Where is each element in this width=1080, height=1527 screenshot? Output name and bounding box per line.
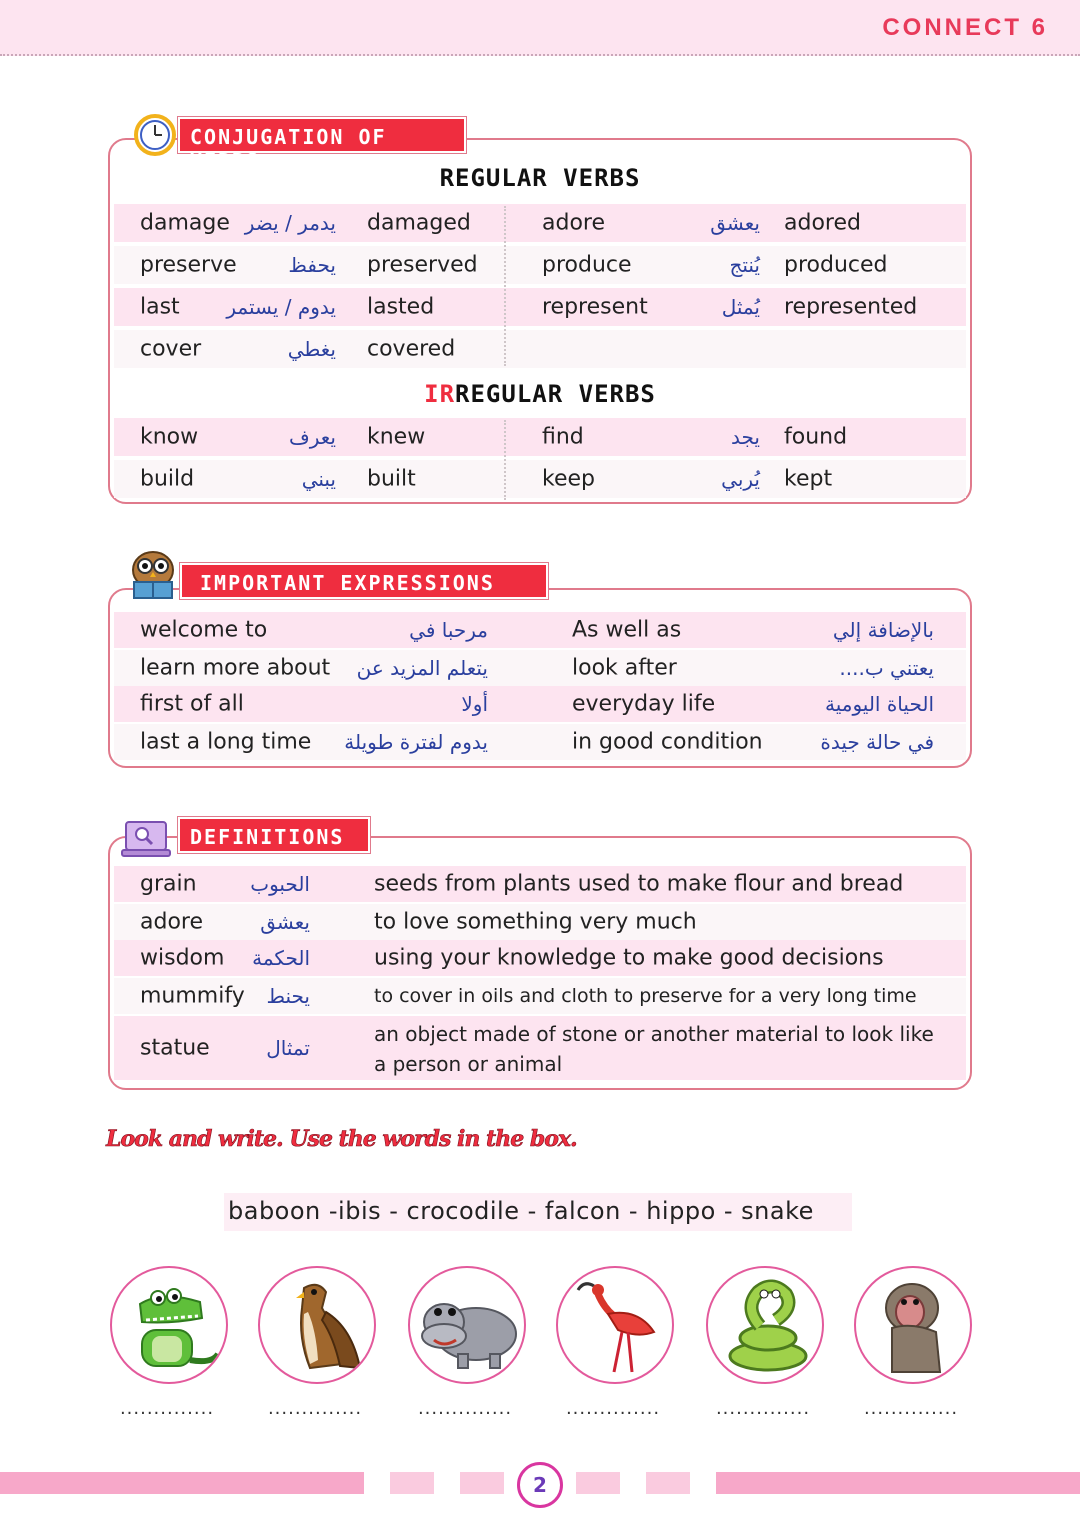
crocodile-picture bbox=[110, 1266, 228, 1384]
verb-arabic: يعرف bbox=[289, 425, 336, 449]
verb-base: represent bbox=[542, 294, 648, 320]
laptop-search-icon bbox=[120, 812, 176, 862]
verb-past: found bbox=[784, 424, 848, 450]
conjugation-title: CONJUGATION OF VERBS bbox=[178, 117, 466, 153]
verb-past: adored bbox=[784, 210, 861, 236]
verb-arabic: يدوم / يستمر bbox=[226, 295, 336, 319]
expression-en: everyday life bbox=[572, 691, 716, 717]
definitions-title: DEFINITIONS bbox=[178, 817, 370, 853]
answer-blank[interactable]: .............. bbox=[267, 1398, 363, 1419]
verb-past: covered bbox=[367, 336, 456, 362]
verb-past: damaged bbox=[367, 210, 471, 236]
owl-icon bbox=[128, 544, 178, 602]
expression-ar: يعتني ب.... bbox=[839, 656, 934, 680]
irregular-verbs-heading bbox=[110, 380, 970, 408]
verb-base: cover bbox=[140, 336, 202, 362]
answer-blank[interactable]: .............. bbox=[417, 1398, 513, 1419]
verb-base: damage bbox=[140, 210, 230, 236]
definition-word: mummify bbox=[140, 983, 245, 1009]
irregular-rest: REGULAR VERBS bbox=[455, 380, 656, 408]
definition-text: to cover in oils and cloth to preserve for a very long time bbox=[374, 985, 917, 1007]
snake-picture bbox=[706, 1266, 824, 1384]
falcon-picture bbox=[258, 1266, 376, 1384]
crocodile-icon bbox=[112, 1268, 228, 1384]
verb-past: represented bbox=[784, 294, 918, 320]
verb-past: knew bbox=[367, 424, 426, 450]
definition-row bbox=[114, 904, 966, 940]
verb-base: produce bbox=[542, 252, 632, 278]
verb-row bbox=[114, 418, 966, 456]
exercise-instruction: Look and write. Use the words in the box. bbox=[106, 1126, 577, 1152]
footer-block bbox=[460, 1472, 504, 1494]
falcon-icon bbox=[260, 1268, 376, 1384]
definition-text: an object made of stone or another material to look like bbox=[374, 1022, 934, 1046]
page-number: 2 bbox=[517, 1462, 563, 1508]
definitions-section bbox=[108, 836, 972, 1090]
definition-word: grain bbox=[140, 871, 197, 897]
answer-blank[interactable]: .............. bbox=[863, 1398, 959, 1419]
footer-block bbox=[576, 1472, 620, 1494]
verb-arabic: يُربي bbox=[721, 467, 760, 491]
expression-ar: أولا bbox=[461, 692, 488, 716]
verb-base: last bbox=[140, 294, 180, 320]
definition-arabic: الحكمة bbox=[252, 946, 310, 970]
definition-row bbox=[114, 978, 966, 1014]
word-box: baboon -ibis - crocodile - falcon - hippo - snake bbox=[224, 1193, 852, 1231]
verb-past: preserved bbox=[367, 252, 478, 278]
expression-ar: بالإضافة إلي bbox=[832, 618, 934, 642]
expression-ar: مرحبا في bbox=[409, 618, 488, 642]
verb-arabic: يغطي bbox=[287, 337, 336, 361]
verb-arabic: يجد bbox=[731, 425, 760, 449]
baboon-picture bbox=[854, 1266, 972, 1384]
expression-en: first of all bbox=[140, 691, 244, 717]
verb-arabic: يُمثل bbox=[721, 295, 760, 319]
answer-blank[interactable]: .............. bbox=[119, 1398, 215, 1419]
definition-arabic: الحبوب bbox=[250, 872, 310, 896]
verb-past: lasted bbox=[367, 294, 435, 320]
baboon-icon bbox=[856, 1268, 972, 1384]
column-divider bbox=[504, 206, 506, 366]
definition-row bbox=[114, 1016, 966, 1080]
definition-arabic: يعشق bbox=[260, 910, 310, 934]
definition-text: using your knowledge to make good decisions bbox=[374, 945, 884, 971]
definition-arabic: تمثال bbox=[266, 1036, 310, 1060]
verb-base: build bbox=[140, 466, 195, 492]
definition-row bbox=[114, 866, 966, 902]
column-divider bbox=[504, 420, 506, 500]
definition-word: statue bbox=[140, 1035, 210, 1061]
verb-row bbox=[114, 246, 966, 284]
expression-row bbox=[114, 686, 966, 722]
hippo-icon bbox=[410, 1268, 526, 1384]
brand-title: CONNECT 6 bbox=[882, 14, 1048, 41]
verb-arabic: يبني bbox=[301, 467, 336, 491]
verb-base: adore bbox=[542, 210, 606, 236]
expression-en: look after bbox=[572, 655, 677, 681]
verb-row bbox=[114, 204, 966, 242]
expression-row bbox=[114, 724, 966, 760]
verb-arabic: يُنتج bbox=[729, 253, 760, 277]
verb-row bbox=[114, 460, 966, 498]
clock-icon bbox=[132, 112, 178, 158]
definition-word: adore bbox=[140, 909, 204, 935]
expression-ar: يدوم لفترة طويلة bbox=[344, 730, 488, 754]
answer-blank[interactable]: .............. bbox=[565, 1398, 661, 1419]
expression-en: in good condition bbox=[572, 729, 763, 755]
verb-past: produced bbox=[784, 252, 888, 278]
footer-bar-right bbox=[716, 1472, 1080, 1494]
verb-base: know bbox=[140, 424, 199, 450]
verb-arabic: يدمر / يضر bbox=[244, 211, 336, 235]
verb-row bbox=[114, 330, 966, 368]
definition-text: to love something very much bbox=[374, 909, 697, 935]
expression-ar: يتعلم المزيد عن bbox=[356, 656, 488, 680]
definition-text-cont: a person or animal bbox=[374, 1052, 563, 1076]
definition-word: wisdom bbox=[140, 945, 225, 971]
ibis-icon bbox=[558, 1268, 674, 1384]
regular-verbs-heading: REGULAR VERBS bbox=[439, 164, 641, 192]
hippo-picture bbox=[408, 1266, 526, 1384]
verb-past: kept bbox=[784, 466, 833, 492]
snake-icon bbox=[708, 1268, 824, 1384]
verb-base: find bbox=[542, 424, 584, 450]
footer-bar-left bbox=[0, 1472, 364, 1494]
verb-past: built bbox=[367, 466, 416, 492]
verb-row bbox=[114, 288, 966, 326]
expression-row bbox=[114, 612, 966, 648]
expression-ar: الحياة اليومية bbox=[824, 692, 934, 716]
verb-base: keep bbox=[542, 466, 595, 492]
expression-en: As well as bbox=[572, 617, 682, 643]
definition-text: seeds from plants used to make flour and bread bbox=[374, 871, 904, 897]
verb-arabic: يعشق bbox=[710, 211, 760, 235]
ibis-picture bbox=[556, 1266, 674, 1384]
definition-row bbox=[114, 940, 966, 976]
expression-en: welcome to bbox=[140, 617, 268, 643]
answer-blank[interactable]: .............. bbox=[715, 1398, 811, 1419]
footer-block bbox=[390, 1472, 434, 1494]
irregular-prefix: IR bbox=[424, 380, 456, 408]
expression-en: last a long time bbox=[140, 729, 312, 755]
definition-arabic: يحنط bbox=[266, 984, 310, 1008]
footer-block bbox=[646, 1472, 690, 1494]
verb-arabic: يحفظ bbox=[288, 253, 336, 277]
conjugation-section bbox=[108, 138, 972, 504]
expression-row bbox=[114, 650, 966, 686]
verb-base: preserve bbox=[140, 252, 237, 278]
expression-ar: في حالة جيدة bbox=[820, 730, 934, 754]
expressions-section bbox=[108, 588, 972, 768]
expressions-title: IMPORTANT EXPRESSIONS bbox=[180, 563, 548, 599]
expression-en: learn more about bbox=[140, 655, 331, 681]
